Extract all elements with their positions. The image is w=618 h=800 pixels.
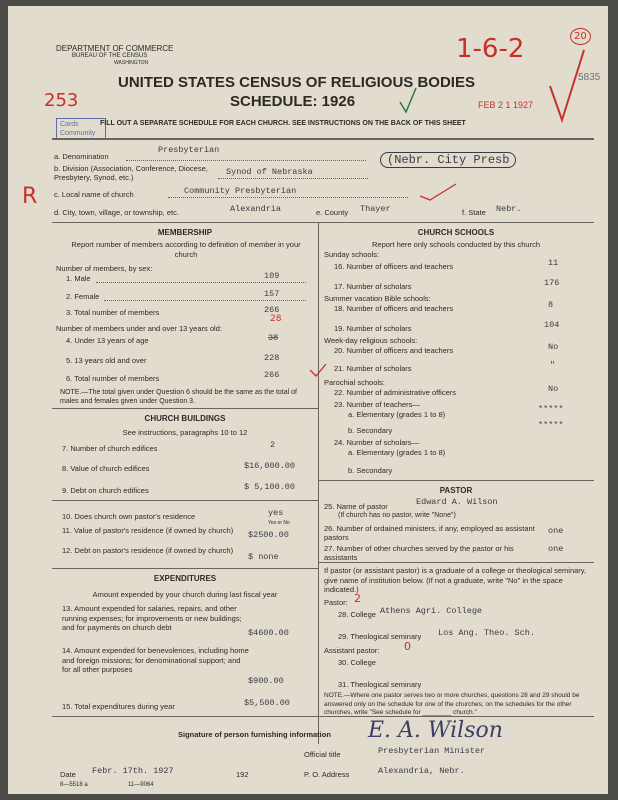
local-name-label: c. Local name of church <box>54 190 134 199</box>
members-by-sex-label: Number of members, by sex: <box>56 264 153 273</box>
buildings-bottom-rule <box>52 568 318 569</box>
membership-title: MEMBERSHIP <box>157 228 213 237</box>
pastor-subheading: Pastor: <box>324 598 348 607</box>
pastor-name-hint: (If church has no pastor, write "None") <box>338 512 456 519</box>
official-title-label: Official title <box>304 750 341 759</box>
po-address-label: P. O. Address <box>304 770 350 779</box>
running-expenses-amount: $4600.00 <box>248 628 289 638</box>
received-date-stamp: FEB 2 1 1927 <box>478 100 534 110</box>
schools-bottom-rule <box>318 480 594 481</box>
pastor-mark: 2 <box>354 592 361 605</box>
female-line <box>104 300 306 301</box>
edifices-label: 7. Number of church edifices <box>62 444 158 453</box>
total-members-value: 266 <box>264 305 280 315</box>
expenditures-subtitle: Amount expended by your church during last fiscal year <box>92 590 278 599</box>
ordained-ministers-value: one <box>548 526 564 536</box>
weekday-officers-label: 20. Number of officers and teachers <box>334 346 454 355</box>
summer-officers-label: 18. Number of officers and teachers <box>334 304 454 313</box>
weekday-officers-value: No <box>548 342 559 352</box>
date-year-suffix: 192 <box>236 770 249 779</box>
schools-subtitle: Report here only schools conducted by this church <box>371 240 540 249</box>
owns-residence-label: 10. Does church own pastor's residence <box>62 512 196 521</box>
parochial-schools-label: Parochial schools: <box>324 378 385 387</box>
female-value: 157 <box>264 289 280 299</box>
weekday-scholars-value: " <box>550 360 556 370</box>
teachers-secondary-value: ***** <box>538 420 564 430</box>
pastor-name-value: Edward A. Wilson <box>416 497 498 507</box>
county-value: Thayer <box>360 204 391 214</box>
membership-bottom-rule <box>52 408 318 409</box>
grid-top-rule <box>52 222 594 223</box>
weekday-scholars-label: 21. Number of scholars <box>334 364 412 373</box>
sunday-scholars-value: 176 <box>544 278 560 288</box>
handwritten-number: 253 <box>44 90 79 111</box>
edifice-value-amount: $16,000.00 <box>244 461 296 471</box>
denomination-value: Presbyterian <box>158 145 220 155</box>
male-value: 109 <box>264 271 280 281</box>
pastor-seminary-label: 29. Theological seminary <box>338 632 422 641</box>
yes-no-hint: Yes or No <box>268 520 290 526</box>
owns-residence-value: yes <box>268 508 284 518</box>
parochial-admin-label: 22. Number of administrative officers <box>334 388 456 397</box>
cards-stamp: Cards Community <box>56 118 106 140</box>
residence-value-amount: $2500.00 <box>248 530 289 540</box>
residence-debt-amount: $ none <box>248 552 279 562</box>
teachers-elementary-label: a. Elementary (grades 1 to 8) <box>348 410 446 419</box>
graduate-instruction: If pastor (or assistant pastor) is a graduate of a college or theological seminary, give name of institution below. (If not a graduate, write "No" in the space indicated.) <box>324 566 587 594</box>
total-expenditures-amount: $5,500.00 <box>244 698 290 708</box>
signature: E. A. Wilson <box>368 718 503 743</box>
ordained-ministers-label: 26. Number of ordained ministers, if any, employed as assistant pastors <box>324 524 535 542</box>
circled-number: 20 <box>570 28 591 45</box>
sunday-scholars-label: 17. Number of scholars <box>334 282 412 291</box>
edifice-value-label: 8. Value of church edifices <box>62 464 150 473</box>
form-title: UNITED STATES CENSUS OF RELIGIOUS BODIES <box>118 74 475 91</box>
total-age-label: 6. Total number of members <box>66 374 160 383</box>
state-label: f. State <box>462 208 486 217</box>
local-name-line <box>168 197 408 198</box>
benevolences-amount: $900.00 <box>248 676 284 686</box>
margin-note: (Nebr. City Presb <box>380 152 516 168</box>
red-tick-weekday <box>308 362 328 378</box>
division-value: Synod of Nebraska <box>226 167 313 177</box>
red-check-mark <box>548 46 588 126</box>
pastor-college-label: 28. College <box>338 610 376 619</box>
summer-scholars-label: 19. Number of scholars <box>334 324 412 333</box>
sunday-officers-value: 11 <box>548 258 559 268</box>
bureau-city: WASHINGTON <box>114 60 149 66</box>
bureau-name: BUREAU OF THE CENSUS <box>72 53 148 59</box>
city-value: Alexandria <box>230 204 282 214</box>
running-expenses-label: 13. Amount expended for salaries, repairs, and other running expenses; for improvements or new buildings; and for payments on church debt <box>62 604 242 632</box>
under13-correction: 28 <box>270 314 282 324</box>
handwritten-code: 1-6-2 <box>456 34 525 64</box>
po-address-value: Alexandria, Nebr. <box>378 766 465 776</box>
male-line <box>96 282 306 283</box>
assistant-college-label: 30. College <box>338 658 376 667</box>
scholars-secondary-label: b. Secondary <box>348 466 393 475</box>
parochial-admin-value: No <box>548 384 559 394</box>
state-value: Nebr. <box>496 204 522 214</box>
print-number: 11—9064 <box>128 782 154 788</box>
summer-scholars-value: 104 <box>544 320 560 330</box>
denomination-label: a. Denomination <box>54 152 109 161</box>
over13-label: 5. 13 years old and over <box>66 356 147 365</box>
official-title-value: Presbyterian Minister <box>378 746 486 756</box>
buildings-subtitle: See instructions, paragraphs 10 to 12 <box>122 428 248 437</box>
division-label: b. Division (Association, Conference, Diocese, Presbytery, Synod, etc.) <box>54 164 208 182</box>
under13-label: 4. Under 13 years of age <box>66 336 149 345</box>
schedule-title: SCHEDULE: 1926 <box>230 93 356 110</box>
header-rule <box>52 138 594 140</box>
membership-subtitle: Report number of members according to definition of member in your church <box>71 240 301 259</box>
total-members-label: 3. Total number of members <box>66 308 160 317</box>
city-label: d. City, town, village, or township, etc. <box>54 208 179 217</box>
scholars-elementary-label: a. Elementary (grades 1 to 8) <box>348 448 446 457</box>
other-churches-label: 27. Number of other churches served by the pastor or his assistants <box>324 544 514 562</box>
county-label: e. County <box>316 208 349 217</box>
benevolences-label: 14. Amount expended for benevolences, including home and foreign missions; for denominational support; and for all other purposes <box>62 646 249 674</box>
green-check-mark <box>398 86 418 116</box>
instruction-banner: FILL OUT A SEPARATE SCHEDULE FOR EACH CHURCH. SEE INSTRUCTIONS ON THE BACK OF THIS SHEET <box>100 120 466 127</box>
pastor-title: PASTOR <box>439 486 473 495</box>
local-name-value: Community Presbyterian <box>184 186 297 196</box>
pastor-seminary-value: Los Ang. Theo. Sch. <box>438 628 535 638</box>
summer-schools-label: Summer vacation Bible schools: <box>324 294 431 303</box>
form-number: 8—5518 a <box>60 782 88 788</box>
residence-debt-label: 12. Debt on pastor's residence (if owned by church) <box>62 546 234 555</box>
date-label: Date <box>60 770 76 779</box>
parochial-teachers-label: 23. Number of teachers— <box>334 400 420 409</box>
other-churches-value: one <box>548 544 564 554</box>
total-expenditures-label: 15. Total expenditures during year <box>62 702 175 711</box>
teachers-elementary-value: ***** <box>538 404 564 414</box>
total-age-value: 266 <box>264 370 280 380</box>
signature-label: Signature of person furnishing information <box>178 730 331 739</box>
census-schedule-sheet <box>8 6 608 794</box>
buildings-mid-rule <box>52 500 318 501</box>
pastor-mid-rule <box>318 562 594 563</box>
pastor-name-label: 25. Name of pastor <box>324 502 388 511</box>
edifices-value: 2 <box>270 440 276 450</box>
male-label: 1. Male <box>66 274 91 283</box>
buildings-title: CHURCH BUILDINGS <box>144 414 226 423</box>
pastor-note: NOTE.—Where one pastor serves two or more churches, questions 28 and 29 should be answered only on the schedule for one of the churches; on the schedules for the other churches, write "See schedule for ________ church." <box>324 692 580 716</box>
over13-value: 228 <box>264 353 280 363</box>
residence-value-label: 11. Value of pastor's residence (if owned by church) <box>62 526 234 535</box>
handwritten-R-mark: R <box>22 184 38 209</box>
teachers-secondary-label: b. Secondary <box>348 426 393 435</box>
age-intro-label: Number of members under and over 13 years old: <box>56 324 222 333</box>
red-tick-local-name <box>418 182 458 202</box>
assistant-pastor-subheading: Assistant pastor: <box>324 646 380 655</box>
grid-center-rule <box>318 222 319 744</box>
sunday-schools-label: Sunday schools: <box>324 250 380 259</box>
membership-note: NOTE.—The total given under Question 6 should be the same as the total of males and females given under Question 3. <box>60 389 297 405</box>
edifice-debt-amount: $ 5,100.00 <box>244 482 296 492</box>
dept-name: DEPARTMENT OF COMMERCE <box>56 44 174 53</box>
summer-officers-value: 8 <box>548 300 554 310</box>
date-value: Febr. 17th. 1927 <box>92 766 174 776</box>
expenditures-title: EXPENDITURES <box>153 574 217 583</box>
assistant-mark: 0 <box>404 640 411 653</box>
under13-value: 38 <box>268 333 279 343</box>
denomination-line <box>126 160 366 161</box>
pastor-college-value: Athens Agri. College <box>380 606 483 616</box>
serial-number: 5835 <box>578 72 601 83</box>
schools-title: CHURCH SCHOOLS <box>417 228 495 237</box>
division-line <box>218 178 368 179</box>
parochial-scholars-label: 24. Number of scholars— <box>334 438 420 447</box>
weekday-schools-label: Week-day religious schools: <box>324 336 418 345</box>
grid-bottom-rule <box>52 716 594 717</box>
female-label: 2. Female <box>66 292 100 301</box>
assistant-seminary-label: 31. Theological seminary <box>338 680 422 689</box>
edifice-debt-label: 9. Debt on church edifices <box>62 486 149 495</box>
sunday-officers-label: 16. Number of officers and teachers <box>334 262 454 271</box>
